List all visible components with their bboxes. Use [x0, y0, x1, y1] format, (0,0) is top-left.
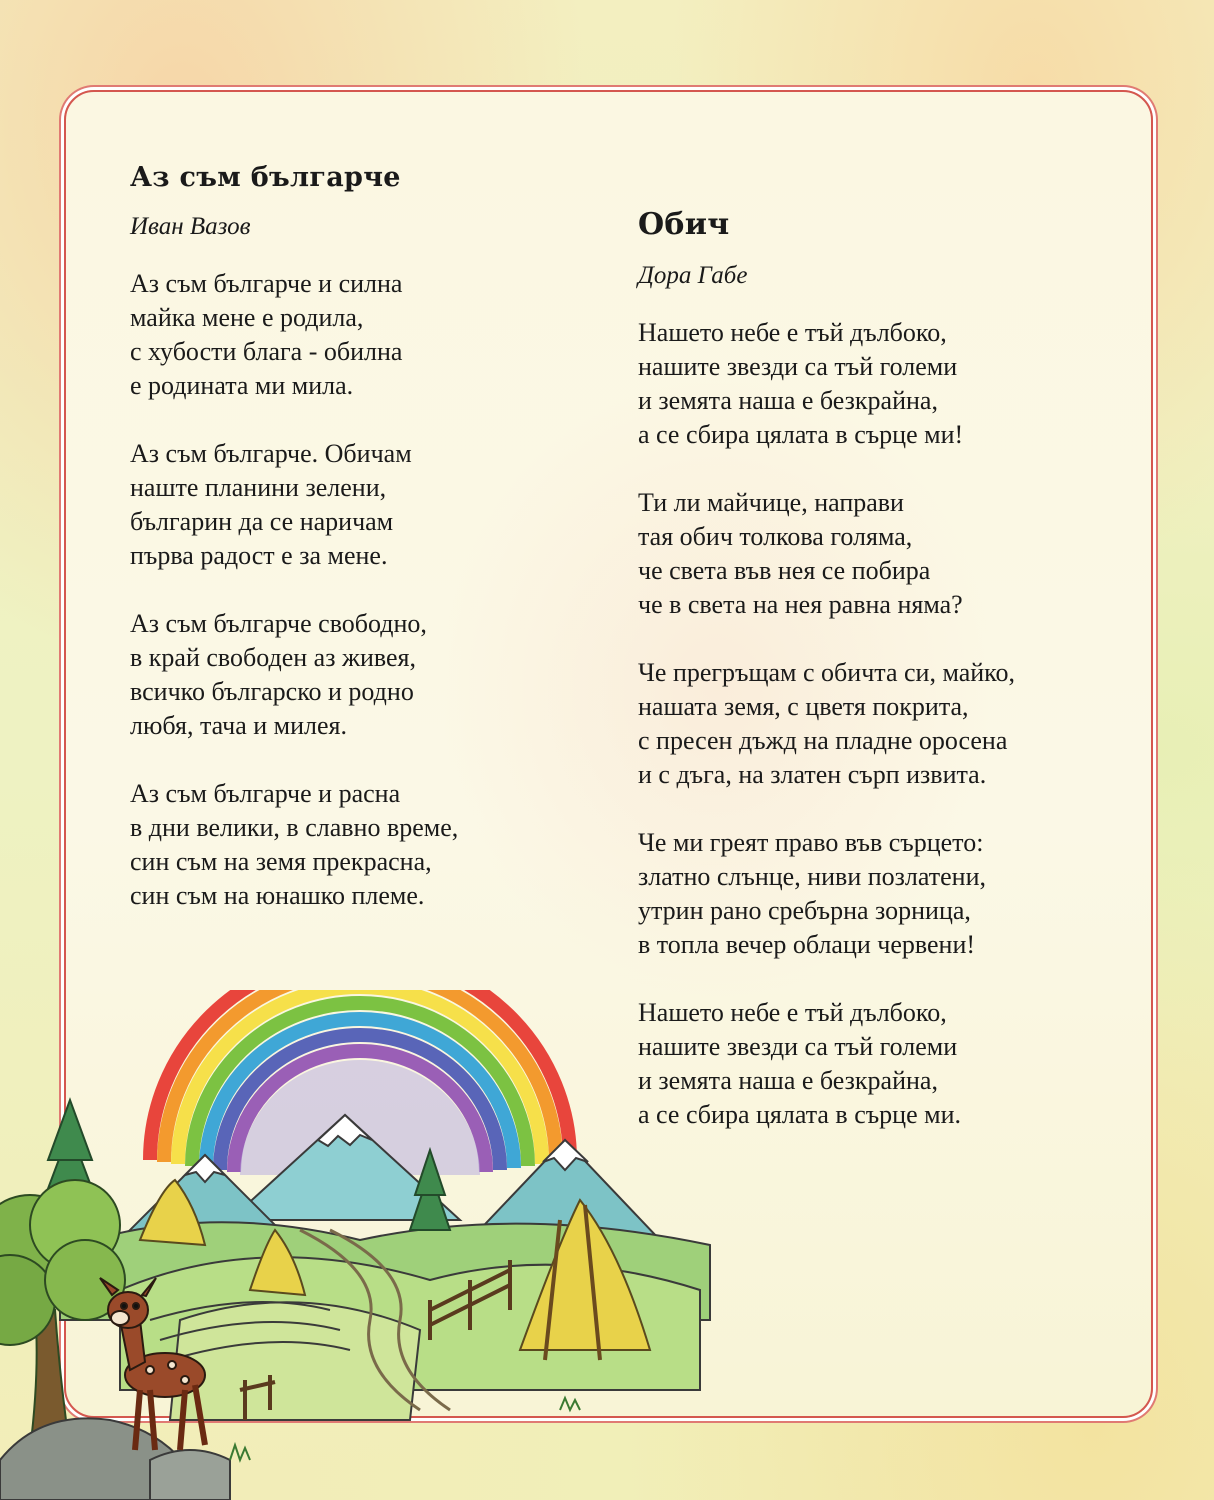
verse-line: Че ми греят право във сърцето: — [638, 828, 984, 857]
verse-line: златно слънце, ниви позлатени, — [638, 862, 986, 891]
verse-line: че в света на нея равна няма? — [638, 590, 963, 619]
verse-line: Аз съм българче свободно, — [130, 609, 427, 638]
verse-line: Аз съм българче и расна — [130, 779, 401, 808]
stanza — [130, 267, 550, 403]
verse-line: Аз съм българче и силна — [130, 269, 403, 298]
verse-line: а се сбира цялата в сърце ми. — [638, 1100, 961, 1129]
verse-line: син съм на юнашко племе. — [130, 881, 425, 910]
verse-line: с пресен дъжд на пладне оросена — [638, 726, 1008, 755]
verse-line: Нашето небе е тъй дълбоко, — [638, 318, 947, 347]
stanza — [638, 826, 1108, 962]
stanza — [638, 486, 1108, 622]
verse-line: нашите звезди са тъй големи — [638, 352, 958, 381]
verse-line: в топла вечер облаци червени! — [638, 930, 976, 959]
stanza — [130, 777, 550, 913]
verse-line: тая обич толкова голяма, — [638, 522, 913, 551]
verse-line: любя, тача и милея. — [130, 711, 347, 740]
verse-line: нашата земя, с цветя покрита, — [638, 692, 969, 721]
stanza — [130, 607, 550, 743]
verse-line: българин да се наричам — [130, 507, 394, 536]
stanza — [638, 316, 1108, 452]
verse-line: Че прегръщам с обичта си, майко, — [638, 658, 1015, 687]
verse-line: син съм на земя прекрасна, — [130, 847, 432, 876]
verse-line: с хубости блага - обилна — [130, 337, 403, 366]
verse-line: майка мене е родила, — [130, 303, 364, 332]
verse-line: а се сбира цялата в сърце ми! — [638, 420, 964, 449]
verse-line: в дни велики, в славно време, — [130, 813, 459, 842]
verse-line: Ти ли майчице, направи — [638, 488, 904, 517]
poem-author: Иван Вазов — [130, 213, 251, 240]
poem-title: Обич — [638, 207, 730, 242]
landscape-illustration — [0, 990, 720, 1500]
verse-line: наште планини зелени, — [130, 473, 387, 502]
verse-line: в край свободен аз живея, — [130, 643, 416, 672]
verse-line: и земята наша е безкрайна, — [638, 386, 938, 415]
verse-line: че света във нея се побира — [638, 556, 931, 585]
poem-title: Аз съм българче — [130, 162, 401, 193]
verse-line: утрин рано сребърна зорница, — [638, 896, 971, 925]
verse-line: всичко българско и родно — [130, 677, 414, 706]
poem-author: Дора Габе — [638, 262, 748, 289]
verse-line: и с дъга, на златен сърп извита. — [638, 760, 987, 789]
stanza — [130, 437, 550, 573]
verse-line: нашите звезди са тъй големи — [638, 1032, 958, 1061]
verse-line: първа радост е за мене. — [130, 541, 388, 570]
verse-line: е родината ми мила. — [130, 371, 354, 400]
verse-line: Нашето небе е тъй дълбоко, — [638, 998, 947, 1027]
verse-line: и земята наша е безкрайна, — [638, 1066, 938, 1095]
verse-line: Аз съм българче. Обичам — [130, 439, 412, 468]
stanza — [638, 656, 1108, 792]
poem-left — [130, 162, 550, 947]
